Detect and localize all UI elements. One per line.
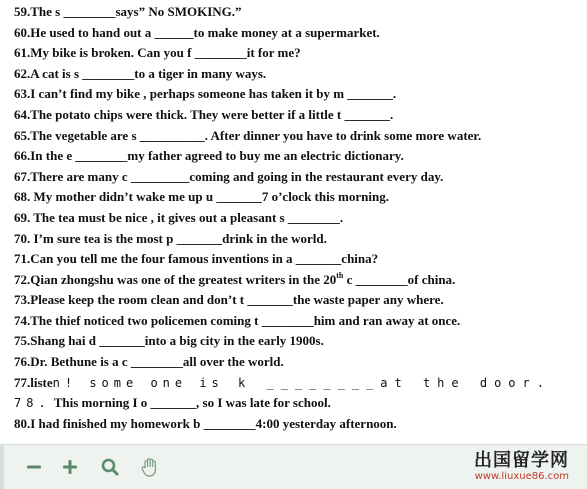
- question-70: 70. I’m sure tea is the most p _______drink in the world.: [14, 231, 327, 246]
- question-60: 60.He used to hand out a ______to make money at a supermarket.: [14, 25, 380, 40]
- question-78: 78. This morning I o _______, so I was late for school.: [14, 395, 331, 410]
- question-76: 76.Dr. Bethune is a c ________all over the world.: [14, 354, 284, 369]
- toolbar-divider: [0, 445, 4, 489]
- plus-icon: [61, 458, 79, 476]
- question-67: 67.There are many c _________coming and going in the restaurant every day.: [14, 169, 444, 184]
- site-watermark: [449, 451, 569, 485]
- watermark-url: www.liuxue86.com: [474, 471, 569, 482]
- question-71: 71.Can you tell me the four famous inventions in a _______china?: [14, 251, 379, 266]
- search-button[interactable]: [98, 455, 122, 479]
- question-59: 59.The s ________says” No SMOKING.”: [14, 4, 242, 19]
- question-64: 64.The potato chips were thick. They were better if a little t _______.: [14, 107, 394, 122]
- question-61: 61.My bike is broken. Can you f ________it for me?: [14, 45, 301, 60]
- question-74: 74.The thief noticed two policemen coming t ________him and ran away at once.: [14, 313, 461, 328]
- question-65: 65.The vegetable are s __________. After dinner you have to drink some more water.: [14, 128, 482, 143]
- question-73: 73.Please keep the room clean and don’t t _______the waste paper any where.: [14, 292, 444, 307]
- question-69: 69. The tea must be nice , it gives out a pleasant s ________.: [14, 210, 344, 225]
- watermark-title: 出国留学网: [474, 450, 569, 471]
- pan-button[interactable]: [138, 455, 162, 479]
- minus-icon: [25, 458, 43, 476]
- question-75: 75.Shang hai d _______into a big city in the early 1900s.: [14, 333, 324, 348]
- zoom-in-button[interactable]: [58, 455, 82, 479]
- viewer-toolbar: [0, 444, 587, 489]
- question-62: 62.A cat is s ________to a tiger in many ways.: [14, 66, 267, 81]
- question-80: 80.I had finished my homework b ________4:00 yesterday afternoon.: [14, 416, 397, 431]
- question-68: 68. My mother didn’t wake me up u _______7 o’clock this morning.: [14, 189, 389, 204]
- search-icon: [100, 457, 120, 477]
- question-77: 77.listen! some one is k ________at the door.: [14, 375, 551, 390]
- question-66: 66.In the e ________my father agreed to buy me an electric dictionary.: [14, 148, 404, 163]
- zoom-out-button[interactable]: [22, 455, 46, 479]
- question-63: 63.I can’t find my bike , perhaps someone has taken it by m _______.: [14, 86, 397, 101]
- hand-icon: [139, 456, 161, 478]
- question-72: 72.Qian zhongshu was one of the greatest writers in the 20th c ________of china.: [14, 270, 456, 287]
